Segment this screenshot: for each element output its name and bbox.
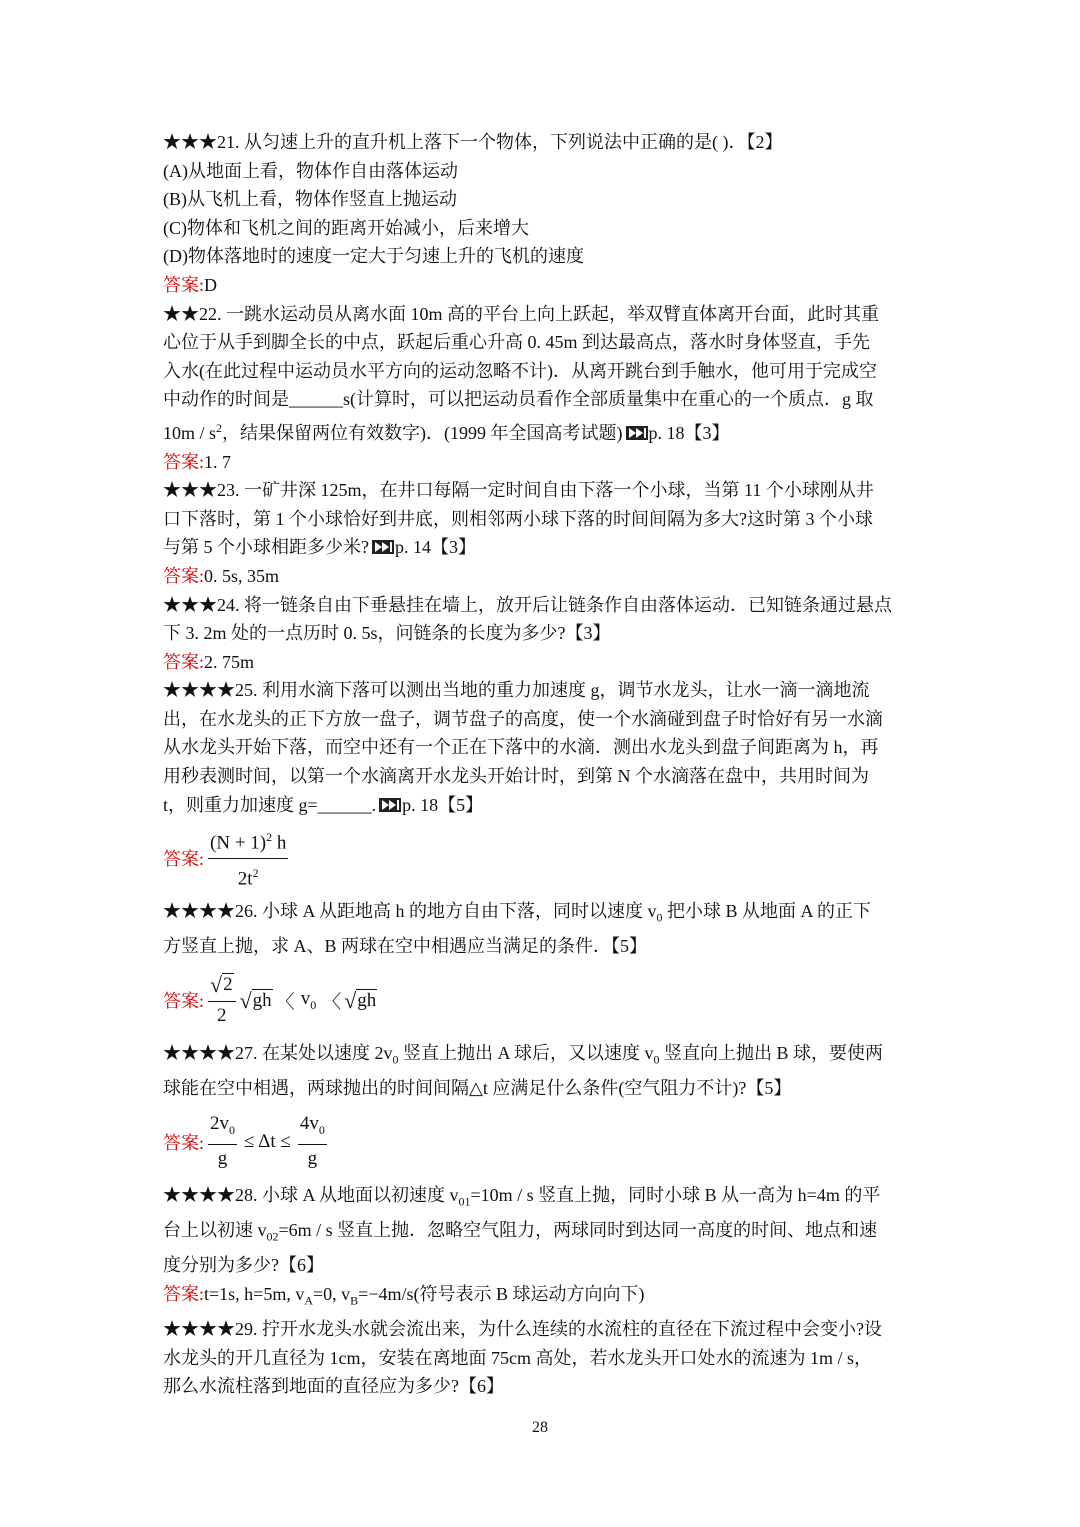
question-line: 下 3. 2m 处的一点历时 0. 5s，问链条的长度为多少?【3】 [163,623,611,644]
numerator [208,1113,237,1145]
question-line: 方竖直上抛，求 A、B 两球在空中相遇应当满足的条件．【5】 [163,936,648,957]
question-24 [163,591,923,677]
question-line: 口下落时，第 1 个小球恰好到井底，则相邻两小球下落的时间间隔为多大?这时第 3 个小球 [163,508,873,529]
numerator [208,826,288,858]
superscript: 2 [252,865,259,880]
answer [163,648,923,677]
question-line [163,414,923,448]
radical-sign: √ [210,972,223,998]
subscript: 0 [392,1052,399,1067]
question-line: ★★★23. 一矿井深 125m，在井口每隔一定时间自由下落一个小球，当第 11 个小球刚从井 [163,480,874,501]
reference-text: p. 14【3】 [395,537,476,558]
fraction [298,1113,327,1170]
question-line [163,533,923,562]
answer-label: 答案: [163,1132,205,1153]
option-a: (A)从地面上看，物体作自由落体运动 [163,160,458,181]
option-c: (C)物体和飞机之间的距离开始减小，后来增大 [163,217,529,238]
superscript: 2 [266,830,273,845]
subscript: 0 [229,1123,236,1138]
answer-label: 答案: [163,849,205,870]
subscript: 0 [310,997,317,1012]
question-line: 用秒表测时间，以第一个水滴离开水龙头开始计时，到第 N 个水滴落在盘中，共用时间为 [163,766,869,787]
text-run: =10m / s 竖直上抛，同时小球 B 从一高为 h=4m 的平 [470,1184,881,1205]
answer-label: 答案: [163,451,205,472]
reference-text: p. 18【3】 [648,422,730,443]
radical-sign: √ [344,987,357,1013]
reference-text: p. 18【5】 [402,794,484,815]
square-root [210,973,234,996]
answer-formula [163,1107,923,1177]
reference-icon [372,540,394,554]
text-run: =6m / s 竖直上抛．忽略空气阻力，两球同时到达同一高度的时间、地点和速 [278,1220,878,1240]
fraction [208,826,288,890]
question-line [163,1216,923,1251]
text-run: t，则重力加速度 g=______. [163,794,377,815]
question-29 [163,1315,923,1401]
radical-sign: √ [239,987,252,1013]
denominator: 2 [217,1005,227,1027]
text-run: ，结果保留两位有效数字)．(1999 年全国高考试题) [222,422,623,443]
question-line [163,897,923,932]
question-line: ★★22. 一跳水运动员从离水面 10m 高的平台上向上跃起，举双臂直体离开台面，此时其重 [163,303,879,324]
text-run: t=1s, h=5m, v [204,1283,305,1304]
question-22 [163,300,923,477]
text-run: h [272,832,287,854]
fraction [208,973,236,1027]
subscript: 0 [653,1052,660,1067]
text-run: 2v [210,1113,230,1135]
text-run: ★★★★28. 小球 A 从地面以初速度 v [163,1184,459,1205]
answer-value: 2. 75m [204,651,255,672]
answer-formula [163,823,923,893]
subscript: 0 [656,910,663,925]
text-run: 台上以初速 v [163,1220,267,1240]
answer-formula [163,965,923,1035]
answer [163,271,923,300]
text-run: 把小球 B 从地面 A 的正下 [662,901,872,922]
reference-icon [626,426,648,440]
answer-value: 1. 7 [204,451,232,472]
question-line: 水龙头的开几直径为 1cm，安装在离地面 75cm 高处，若水龙头开口处水的流速为 1m / s， [163,1347,872,1368]
text-run: 4v [299,1113,319,1135]
subscript: 0 [318,1123,325,1138]
text-run: =0, v [313,1283,351,1304]
less-than-sign: 〈 [275,991,295,1013]
question-line: ★★★★29. 拧开水龙头水就会流出来，为什么连续的水流柱的直径在下流过程中会变小?设 [163,1318,882,1339]
inequality: ≤ Δt ≤ [244,1130,291,1152]
question-line: 那么水流柱落到地面的直径应为多少?【6】 [163,1376,504,1397]
question-line: 度分别为多少?【6】 [163,1255,324,1276]
radicand: gh [357,989,377,1011]
denominator: g [217,1148,228,1170]
question-23 [163,476,923,590]
page-number: 28 [532,1419,548,1436]
answer-label: 答案: [163,565,205,586]
numerator [298,1113,327,1145]
question-line: 入水(在此过程中运动员水平方向的运动忽略不计)．从离开跳台到手触水，他可用于完成空 [163,360,877,381]
subscript: 02 [266,1229,279,1244]
text-run: 2t [237,868,253,890]
question-text: ★★★21. 从匀速上升的直升机上落下一个物体，下列说法中正确的是( )．【2】 [163,132,783,152]
denominator: g [307,1148,318,1170]
question-line: ★★★★25. 利用水滴下落可以测出当地的重力加速度 g，调节水龙头，让水一滴一滴地流 [163,680,870,701]
question-27 [163,1039,923,1177]
text-run: 与第 5 个小球相距多少米? [163,537,369,558]
answer-label: 答案: [163,991,205,1012]
question-line [163,791,923,820]
radicand: 2 [223,974,233,996]
velocity-term [301,988,317,1013]
less-than-sign: 〈 [322,991,342,1013]
question-26 [163,897,923,1035]
subscript: B [350,1293,359,1308]
square-root [240,989,273,1012]
question-line [163,1039,923,1074]
numerator [208,973,236,1002]
option-b: (B)从飞机上看，物体作竖直上抛运动 [163,189,457,210]
subscript: A [304,1293,313,1308]
question-line: 球能在空中相遇，两球抛出的时间间隔△t 应满足什么条件(空气阻力不计)?【5】 [163,1078,792,1099]
text-run: (N + 1) [210,832,267,854]
question-28 [163,1181,923,1315]
question-line: 中动作的时间是______s(计算时，可以把运动员看作全部质量集中在重心的一个质点．g 取 [163,389,874,410]
answer-label: 答案: [163,1283,205,1304]
superscript: 2 [216,420,223,435]
square-root [344,989,377,1012]
question-line [163,1181,923,1216]
document-page [163,128,923,1401]
question-25 [163,676,923,893]
text-run: v [300,987,311,1009]
answer-label: 答案: [163,274,205,295]
question-line: ★★★24. 将一链条自由下垂悬挂在墙上，放开后让链条作自由落体运动．已知链条通过悬点 [163,594,892,615]
answer-value: 0. 5s, 35m [204,565,280,586]
option-d: (D)物体落地时的速度一定大于匀速上升的飞机的速度 [163,246,584,267]
text-run: 竖直向上抛出 B 球，要使两 [659,1043,884,1064]
denominator [238,859,259,890]
answer [163,1280,923,1315]
fraction [208,1113,237,1170]
answer [163,448,923,477]
reference-icon [379,798,401,812]
text-run: ★★★★27. 在某处以速度 2v [163,1043,393,1064]
question-21 [163,128,923,300]
question-line: 从水龙头开始下落，而空中还有一个正在下落中的水滴．测出水龙头到盘子间距离为 h，再 [163,737,879,758]
text-run: 竖直上抛出 A 球后，又以速度 v [398,1043,654,1064]
answer-value: D [204,274,218,295]
question-line: 出，在水龙头的正下方放一盘子，调节盘子的高度，使一个水滴碰到盘子时恰好有另一水滴 [163,708,883,729]
subscript: 01 [458,1194,471,1209]
answer-label: 答案: [163,651,205,672]
radicand: gh [252,989,272,1011]
text-run: =−4m/s(符号表示 B 球运动方向向下) [358,1283,645,1304]
text-run: ★★★★26. 小球 A 从距地高 h 的地方自由下落，同时以速度 v [163,901,657,922]
answer [163,562,923,591]
question-line: 心位于从手到脚全长的中点，跃起后重心升高 0. 45m 到达最高点，落水时身体竖直，手先 [163,332,870,353]
text-run: 10m / s [163,422,217,443]
